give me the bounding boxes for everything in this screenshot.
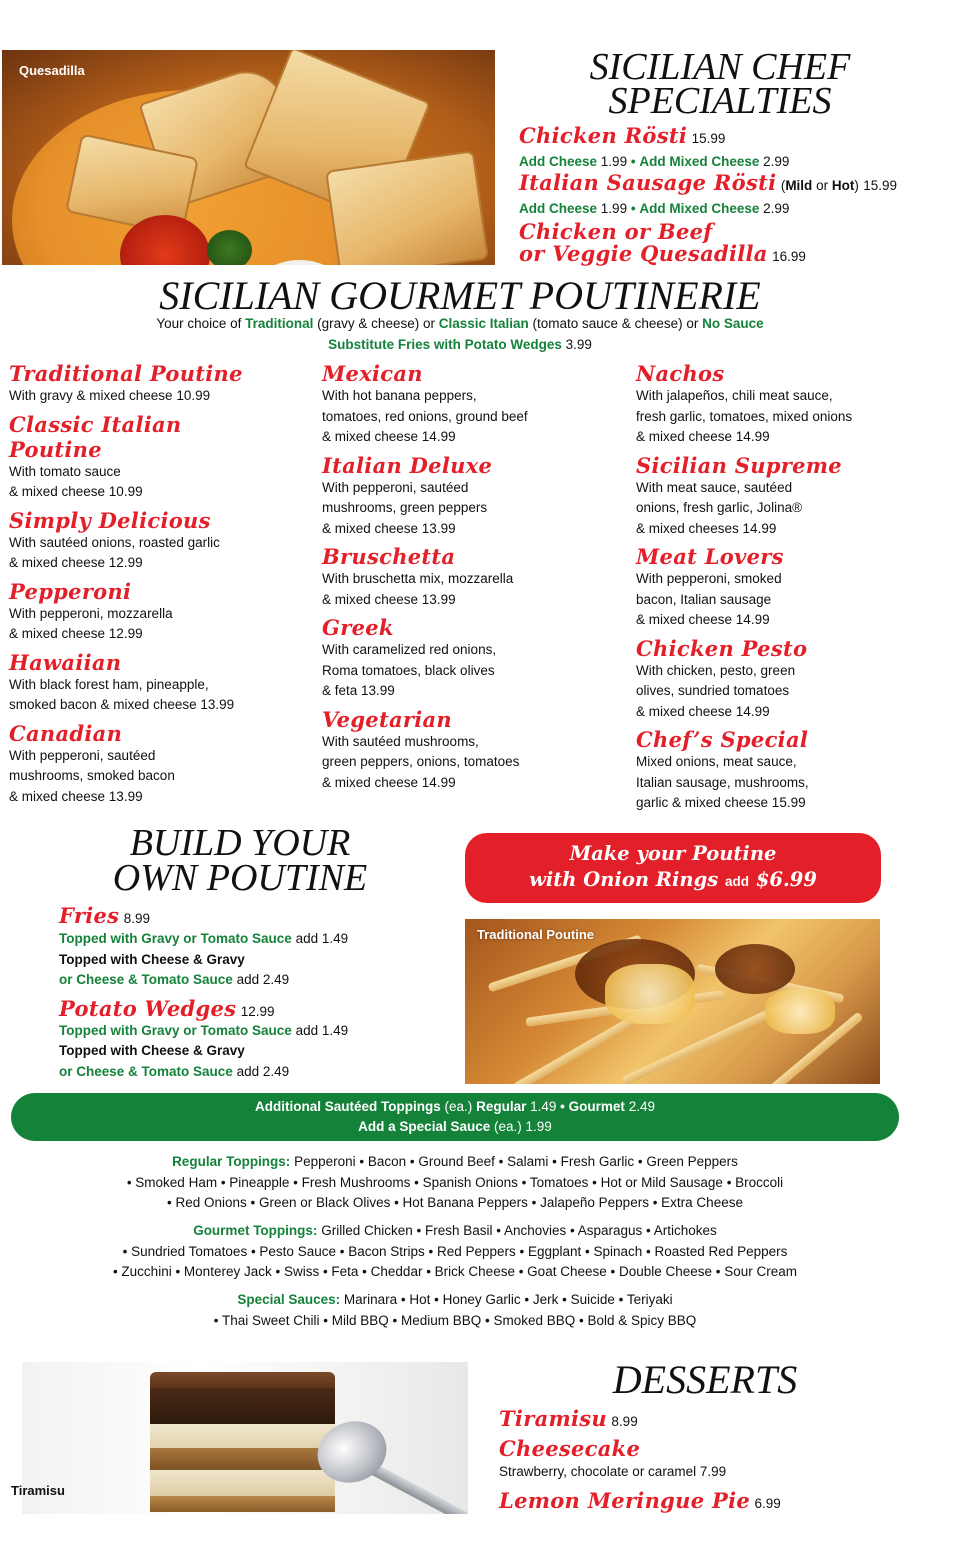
tiramisu-price: 8.99 [611, 1414, 638, 1429]
poutine-photo-label: Traditional Poutine [477, 927, 595, 942]
fries-option-cheese-gravy: Topped with Cheese & Gravy [59, 951, 245, 967]
wedges-price: 12.99 [240, 1003, 275, 1019]
poutine-item-desc: & mixed cheese 12.99 [9, 555, 143, 570]
poutine-item-chicken-pesto [636, 636, 936, 723]
poutinerie-heading: SICILIAN GOURMET POUTINERIE [159, 273, 761, 318]
poutine-item-desc: With chicken, pesto, green [636, 662, 796, 678]
lemon-meringue-name: Lemon Meringue Pie [499, 1488, 751, 1513]
poutine-item-desc: With pepperoni, mozzarella [9, 605, 173, 621]
choice-classic: Classic Italian [438, 316, 529, 331]
wedges-option-gravy-or-tomato-price: add 1.49 [295, 1022, 349, 1038]
additional-each-2: (ea.) [494, 1119, 522, 1134]
poutine-item-desc: Mixed onions, meat sauce, [636, 754, 797, 769]
special-sauces-line1: Marinara • Hot • Honey Garlic • Jerk • Suicide • Teriyaki [343, 1292, 673, 1307]
poutine-column-2 [322, 361, 622, 798]
regular-toppings-line3: • Red Onions • Green or Black Olives • Hot Banana Peppers • Jalapeño Peppers • Extra Cheese [167, 1195, 743, 1210]
chicken-rosti-price: 15.99 [691, 131, 726, 146]
poutine-item-desc: With bruschetta mix, mozzarella [322, 571, 514, 586]
sausage-or: or [812, 178, 832, 193]
poutine-item-name: Bruschetta [322, 544, 456, 569]
special-sauce-label: Add a Special Sauce [358, 1119, 491, 1134]
add-mixed-cheese-label-2: Add Mixed Cheese [639, 201, 760, 216]
poutine-item-greek [322, 615, 622, 702]
choice-prefix: Your choice of [156, 316, 246, 331]
onion-rings-line2: with Onion Rings [529, 868, 719, 891]
fries-option-cheese-price: add 2.49 [236, 972, 290, 987]
poutine-item-desc: & mixed cheese 12.99 [9, 626, 143, 641]
poutine-item-name: Greek [322, 615, 394, 640]
poutine-item-desc: & mixed cheese 14.99 [322, 774, 456, 790]
poutine-item-desc: mushrooms, smoked bacon [9, 768, 175, 783]
poutine-item-desc: bacon, Italian sausage [636, 591, 772, 607]
fries-option-gravy-or-tomato: Topped with Gravy or Tomato Sauce [59, 931, 292, 946]
poutine-item-desc: With tomato sauce [9, 463, 121, 479]
poutine-item-desc: With caramelized red onions, [322, 642, 497, 657]
poutine-item-name: Sicilian Supreme [636, 452, 842, 478]
poutine-item-desc: With jalapeños, chili meat sauce, [636, 388, 833, 403]
poutine-item-desc: With gravy & mixed cheese 10.99 [9, 388, 211, 403]
poutine-item-mexican [322, 361, 622, 448]
add-cheese-label-2: Add Cheese [519, 201, 598, 216]
gourmet-toppings-line3: • Zucchini • Monterey Jack • Swiss • Feta • Cheddar • Brick Cheese • Goat Cheese • Double Cheese • Sour Cream [112, 1264, 798, 1279]
additional-regular: Regular [476, 1099, 527, 1114]
build-heading-line2: OWN POUTINE [112, 857, 368, 899]
poutine-item-vegetarian [322, 707, 622, 794]
poutine-item-desc: onions, fresh garlic, Jolina® [636, 500, 803, 515]
poutine-item-desc: With sautéed mushrooms, [322, 733, 479, 749]
onion-rings-add: add [725, 874, 750, 889]
poutine-item-desc: Roma tomatoes, black olives [322, 662, 495, 678]
add-mixed-cheese-price-2: 2.99 [763, 201, 790, 216]
specialties-list: Chicken Rösti 15.99 Add Cheese 1.99 • Add Mixed Cheese 2.99 Italian Sausage Rösti (Mild or Hot) 15.99 Add Cheese 1.99 • Add Mixed Cheese 2.99 Chicken or Beef or Veggie Quesadilla 16.99 [519, 125, 939, 269]
tiramisu-name: Tiramisu [499, 1406, 607, 1431]
quesadilla-photo [2, 50, 495, 265]
poutine-item-desc: & mixed cheese 14.99 [636, 703, 770, 719]
poutine-item-desc: smoked bacon & mixed cheese 13.99 [9, 697, 235, 712]
desserts-list [499, 1408, 929, 1516]
additional-each-1: (ea.) [444, 1099, 473, 1114]
poutine-item-desc: Italian sausage, mushrooms, [636, 774, 809, 790]
onion-rings-price: $6.99 [755, 868, 817, 891]
wedges-option-gravy-or-tomato: Topped with Gravy or Tomato Sauce [59, 1022, 292, 1038]
fries-option-cheese-tomato: or Cheese & Tomato Sauce [59, 972, 233, 987]
poutine-item-desc: mushrooms, green peppers [322, 500, 488, 515]
poutine-item-name: Vegetarian [322, 706, 452, 732]
poutine-item-traditional-poutine [9, 361, 309, 407]
fries-option-gravy-or-tomato-price: add 1.49 [295, 931, 349, 946]
special-sauces-label: Special Sauces: [237, 1292, 341, 1307]
quesadilla-name-line2: or Veggie Quesadilla [519, 241, 768, 266]
poutine-item-name: Italian Deluxe [322, 452, 493, 478]
add-mixed-cheese-price: 2.99 [763, 154, 790, 169]
poutine-item-desc: With meat sauce, sautéed [636, 479, 793, 495]
poutine-item-simply-delicious [9, 508, 309, 574]
poutine-item-desc: & feta 13.99 [322, 683, 395, 698]
sausage-rosti-price: 15.99 [863, 178, 898, 193]
special-sauce-price: 1.99 [525, 1119, 552, 1134]
build-heading-line1: BUILD YOUR [129, 822, 351, 864]
poutine-item-desc: & mixed cheeses 14.99 [636, 520, 777, 536]
poutine-item-desc: olives, sundried tomatoes [636, 683, 790, 698]
sausage-open: ( [780, 178, 786, 193]
poutine-item-classic-italian-poutine [9, 412, 309, 503]
add-cheese-price-2: 1.99 [600, 201, 628, 216]
fries-name: Fries [59, 903, 120, 928]
regular-toppings-line2: • Smoked Ham • Pineapple • Fresh Mushrooms • Spanish Onions • Tomatoes • Hot or Mild Sausage • Broccoli [126, 1174, 784, 1190]
add-cheese-price: 1.99 [600, 154, 628, 169]
poutine-item-meat-lovers [636, 544, 936, 631]
specialties-heading-line1: SICILIAN CHEF [589, 46, 851, 88]
poutine-item-name: Traditional Poutine [9, 361, 243, 386]
regular-toppings-line1: Pepperoni • Bacon • Ground Beef • Salami • Fresh Garlic • Green Peppers [294, 1154, 738, 1169]
poutine-column-3 [636, 361, 936, 819]
additional-gourmet-price: 2.49 [628, 1099, 655, 1114]
poutine-item-name: Simply Delicious [9, 507, 211, 533]
wedges-name: Potato Wedges [59, 995, 237, 1021]
poutine-item-desc: & mixed cheese 13.99 [322, 591, 456, 607]
sausage-hot: Hot [831, 178, 855, 193]
quesadilla-price: 16.99 [772, 249, 806, 264]
tiramisu-photo [22, 1362, 468, 1514]
poutine-item-name: Chef’s Special [636, 727, 809, 752]
add-cheese-label: Add Cheese [519, 154, 598, 169]
poutine-item-italian-deluxe [322, 453, 622, 540]
poutine-item-desc: tomatoes, red onions, ground beef [322, 408, 528, 424]
fries-price: 8.99 [123, 911, 150, 926]
poutine-item-bruschetta [322, 544, 622, 610]
poutine-photo [465, 919, 880, 1084]
poutine-item-name: Hawaiian [9, 649, 122, 675]
additional-gourmet: Gourmet [568, 1099, 625, 1114]
quesadilla-name-line1: Chicken or Beef [519, 219, 713, 244]
poutine-item-desc: & mixed cheese 14.99 [636, 612, 770, 627]
gourmet-toppings [40, 1221, 870, 1283]
additional-bullet: • [560, 1099, 565, 1114]
gourmet-toppings-label: Gourmet Toppings: [193, 1223, 318, 1238]
wedges-option-cheese-gravy: Topped with Cheese & Gravy [59, 1043, 245, 1058]
onion-rings-banner [465, 833, 881, 903]
sausage-mild: Mild [785, 178, 813, 193]
poutine-item-chef-s-special [636, 727, 936, 814]
poutine-item-name: Pepperoni [9, 578, 132, 604]
poutine-item-desc: & mixed cheese 13.99 [322, 520, 456, 536]
poutine-item-desc: & mixed cheese 14.99 [636, 429, 770, 444]
additional-toppings-banner [11, 1093, 899, 1141]
poutine-item-name: Meat Lovers [636, 544, 784, 569]
poutine-item-hawaiian [9, 650, 309, 716]
poutine-item-name: Chicken Pesto [636, 635, 808, 661]
add-mixed-cheese-label: Add Mixed Cheese [639, 154, 760, 169]
choice-classic-desc: (tomato sauce & cheese) or [528, 316, 703, 331]
poutine-item-desc: With pepperoni, sautéed [9, 747, 156, 763]
desserts-heading: DESSERTS [612, 1357, 798, 1402]
chicken-rosti-name: Chicken Rösti [519, 123, 688, 148]
gourmet-toppings-line1: Grilled Chicken • Fresh Basil • Anchovies • Asparagus • Artichokes [321, 1223, 717, 1238]
build-heading [60, 822, 420, 899]
substitute-label: Substitute Fries with Potato Wedges [328, 337, 562, 352]
lemon-meringue-price: 6.99 [754, 1496, 781, 1511]
additional-label: Additional Sautéed Toppings [255, 1099, 441, 1114]
special-sauces-line2: • Thai Sweet Chili • Mild BBQ • Medium BBQ • Smoked BBQ • Bold & Spicy BBQ [213, 1312, 697, 1328]
poutine-item-desc: fresh garlic, tomatoes, mixed onions [636, 408, 853, 424]
onion-rings-line1: Make your Poutine [569, 842, 777, 865]
sausage-close: ) [854, 178, 859, 193]
poutinerie-choice [0, 314, 920, 335]
poutine-item-canadian [9, 721, 309, 808]
gourmet-toppings-line2: • Sundried Tomatoes • Pesto Sauce • Bacon Strips • Red Peppers • Eggplant • Spinach • Roasted Red Peppers [122, 1243, 788, 1259]
poutine-column-1 [9, 361, 309, 812]
choice-traditional: Traditional [245, 316, 314, 331]
poutine-item-desc: garlic & mixed cheese 15.99 [636, 795, 806, 810]
poutine-item-desc: With hot banana peppers, [322, 388, 477, 403]
poutine-item-name: Classic Italian Poutine [9, 411, 182, 462]
sausage-rosti-name: Italian Sausage Rösti [519, 170, 777, 195]
poutine-item-desc: With black forest ham, pineapple, [9, 676, 209, 692]
poutine-item-desc: With pepperoni, sautéed [322, 479, 469, 495]
poutine-item-desc: & mixed cheese 14.99 [322, 429, 456, 444]
poutine-item-name: Canadian [9, 720, 123, 746]
tiramisu-photo-label: Tiramisu [11, 1483, 65, 1498]
quesadilla-photo-label: Quesadilla [19, 63, 85, 78]
wedges-option-cheese-tomato: or Cheese & Tomato Sauce [59, 1063, 233, 1079]
cheesecake-name: Cheesecake [499, 1436, 641, 1461]
poutine-item-desc: With pepperoni, smoked [636, 571, 782, 586]
poutine-item-desc: & mixed cheese 10.99 [9, 484, 143, 499]
build-list [59, 905, 459, 1082]
additional-regular-price: 1.49 [530, 1099, 557, 1114]
poutine-item-name: Mexican [322, 361, 423, 386]
choice-no-sauce: No Sauce [702, 316, 764, 331]
poutine-item-name: Nachos [636, 361, 725, 386]
specialties-heading [520, 46, 920, 122]
cheesecake-desc: Strawberry, chocolate or caramel 7.99 [499, 1464, 727, 1479]
substitute-price: 3.99 [565, 337, 592, 352]
poutine-item-desc: green peppers, onions, tomatoes [322, 754, 520, 769]
poutine-item-desc: & mixed cheese 13.99 [9, 788, 143, 804]
specialties-heading-line2: SPECIALTIES [608, 80, 832, 122]
special-sauces [40, 1290, 870, 1331]
poutinerie-substitute [0, 335, 920, 356]
wedges-option-cheese-price: add 2.49 [236, 1063, 290, 1079]
regular-toppings-label: Regular Toppings: [172, 1154, 291, 1169]
regular-toppings [40, 1152, 870, 1214]
choice-traditional-desc: (gravy & cheese) or [313, 316, 439, 331]
poutine-item-pepperoni [9, 579, 309, 645]
poutine-item-sicilian-supreme [636, 453, 936, 540]
poutine-item-nachos [636, 361, 936, 448]
poutine-item-desc: With sautéed onions, roasted garlic [9, 534, 220, 550]
